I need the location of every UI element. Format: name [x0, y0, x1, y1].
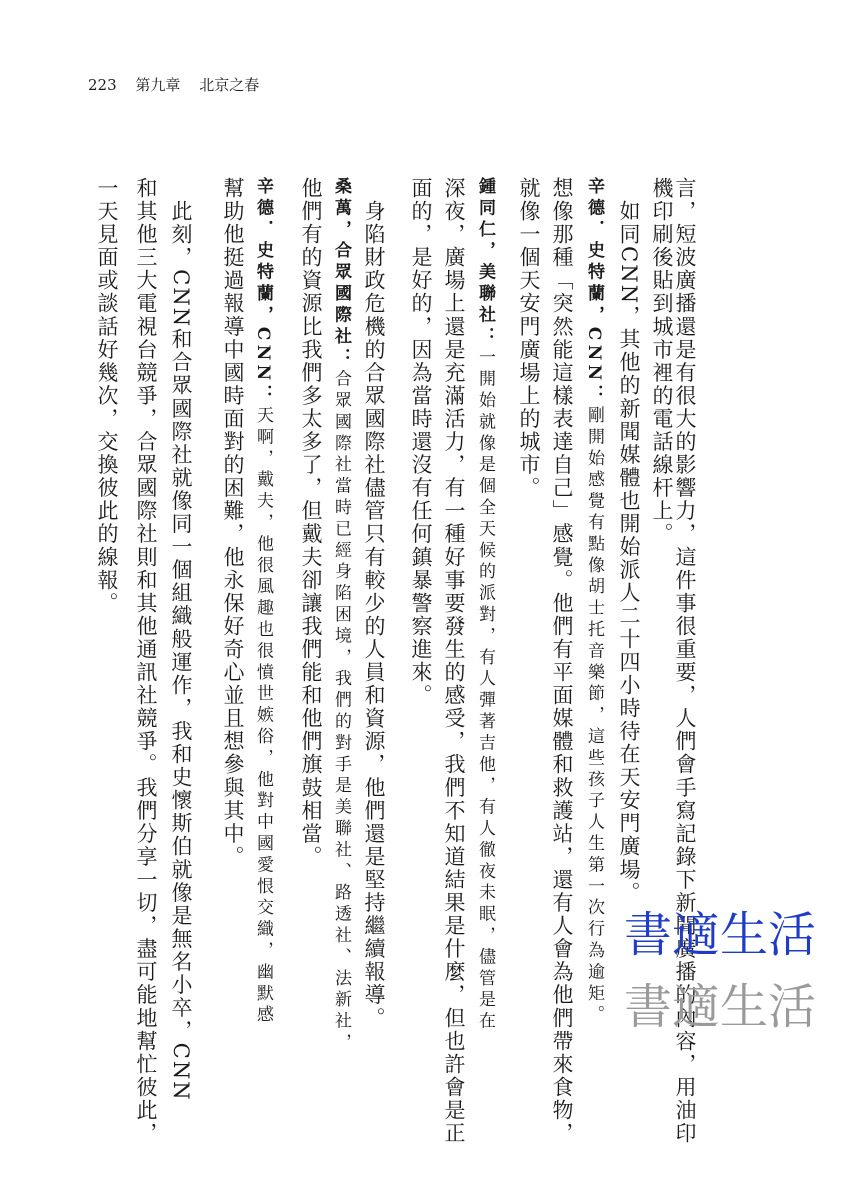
text-column — [332, 177, 349, 1054]
chapter-number: 第九章 — [135, 76, 181, 94]
page-number: 223 — [88, 76, 117, 94]
text-column — [518, 177, 539, 500]
column-text: 身陷財政危機的合眾國際社儘管只有較少的人員和資源，他們還是堅持繼續報導。 — [362, 177, 386, 1030]
watermark-gray: 書適生活 — [624, 979, 817, 1035]
text-column — [551, 177, 572, 1145]
speaker-name: 鍾同仁，美聯社： — [475, 177, 495, 349]
column-text: 言，短波廣播還是有很大的影響力，這件事很重要，人們會手寫記錄下新聞廣播的內容，用油印 — [673, 177, 697, 1146]
text-column — [585, 177, 602, 1027]
speaker-name: 辛德．史特蘭，CNN： — [584, 177, 604, 407]
column-text: 面的，是好的，因為當時還沒有任何鎮暴警察進來。 — [409, 177, 433, 708]
column-text: 想像那種「突然能這樣表達自己」感覺。他們有平面媒體和救護站，還有人會為他們帶來食物， — [550, 177, 574, 1146]
column-text: 此刻，CNN和合眾國際社就像同一個組織般運作，我和史懷斯伯就像是無名小卒，CNN — [169, 177, 193, 1102]
text-column — [618, 177, 639, 904]
column-text: 機印刷後貼到城市裡的電話線杆上。 — [650, 177, 674, 546]
watermark-blue: 書適生活 — [624, 907, 817, 963]
column-text: 剛開始感覺有點像胡士托音樂節，這些孩子人生第一次行為逾矩。 — [584, 406, 604, 1027]
speaker-name: 辛德．史特蘭，CNN： — [253, 177, 273, 407]
text-column — [443, 177, 464, 1145]
speaker-name: 桑萬，合眾國際社： — [331, 177, 351, 370]
column-text: 天啊，戴夫，他很風趣也很憤世嫉俗，他對中國愛恨交織，幽默感 — [253, 406, 273, 1027]
text-column — [410, 177, 431, 707]
column-text: 如同CNN，其他的新聞媒體也開始派人二十四小時待在天安門廣場。 — [617, 177, 641, 905]
text-column — [96, 177, 117, 615]
text-column — [363, 177, 384, 1030]
column-text: 合眾國際社當時已經身陷困境，我們的對手是美聯社、路透社、法新社， — [331, 369, 351, 1055]
text-column — [476, 177, 493, 1033]
running-header — [88, 74, 259, 95]
text-column — [254, 177, 271, 1027]
text-column — [300, 177, 321, 869]
text-column — [651, 177, 672, 546]
column-text: 一開始就像是個全天候的派對，有人彈著吉他，有人徹夜未眠，儘管是在 — [475, 348, 495, 1034]
chapter-title: 北京之春 — [199, 76, 260, 94]
column-text: 深夜，廣場上還是充滿活力，有一種好事要發生的感受，我們不知道結果是什麼，但也許會是正 — [442, 177, 466, 1146]
text-column — [135, 177, 156, 1145]
text-column — [170, 177, 191, 1102]
column-text: 就像一個天安門廣場上的城市。 — [517, 177, 541, 500]
column-text: 他們有的資源比我們多太多了，但戴夫卻讓我們能和他們旗鼓相當。 — [299, 177, 323, 869]
column-text: 和其他三大電視台競爭，合眾國際社則和其他通訊社競爭。我們分享一切，盡可能地幫忙彼此， — [134, 177, 158, 1146]
text-column — [222, 177, 243, 869]
column-text: 一天見面或談話好幾次，交換彼此的線報。 — [95, 177, 119, 615]
column-text: 幫助他挺過報導中國時面對的困難，他永保好奇心並且想參與其中。 — [221, 177, 245, 869]
